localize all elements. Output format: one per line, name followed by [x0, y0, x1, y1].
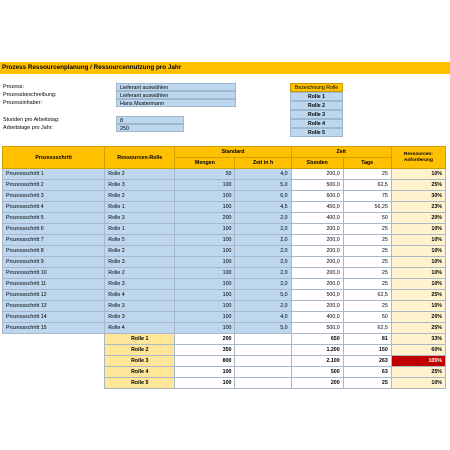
anforderung-cell: 10%	[391, 257, 445, 268]
role-cell[interactable]: Rolle 5	[105, 235, 175, 246]
summary-stunden: 200	[291, 378, 343, 389]
role-cell[interactable]: Rolle 3	[105, 180, 175, 191]
header-mengen: Mengen	[175, 158, 235, 169]
summary-anforderung: 105%	[391, 356, 445, 367]
tage-cell: 62,5	[343, 290, 391, 301]
summary-tage: 263	[343, 356, 391, 367]
table-row	[3, 290, 446, 301]
header-prozessschritt: Prozessschritt	[3, 147, 105, 169]
role-item[interactable]: Rolle 4	[290, 119, 343, 128]
summary-tage: 150	[343, 345, 391, 356]
tage-cell: 62,5	[343, 180, 391, 191]
anforderung-cell: 10%	[391, 235, 445, 246]
step-cell[interactable]: Prozessschritt 15	[3, 323, 105, 334]
anforderung-cell: 25%	[391, 290, 445, 301]
sheet-title: Prozess Ressourcenplanung / Ressourcennutzung pro Jahr	[0, 62, 450, 74]
anforderung-cell: 25%	[391, 323, 445, 334]
summary-stunden: 650	[291, 334, 343, 345]
table-row	[3, 246, 446, 257]
mengen-cell[interactable]: 100	[175, 191, 235, 202]
tage-cell: 25	[343, 301, 391, 312]
tage-field[interactable]: 250	[116, 124, 184, 132]
tage-cell: 25	[343, 279, 391, 290]
tage-label: Arbeitstage pro Jahr:	[3, 125, 54, 131]
zeit-cell[interactable]: 2,0	[235, 301, 291, 312]
anforderung-cell: 10%	[391, 169, 445, 180]
tage-cell: 25	[343, 235, 391, 246]
zeit-cell[interactable]: 2,0	[235, 224, 291, 235]
blank-cell	[3, 356, 105, 367]
blank-cell	[3, 334, 105, 345]
zeit-cell[interactable]: 2,0	[235, 257, 291, 268]
zeit-cell[interactable]: 5,0	[235, 180, 291, 191]
table-row	[3, 312, 446, 323]
tage-cell: 25	[343, 169, 391, 180]
step-cell[interactable]: Prozessschritt 10	[3, 268, 105, 279]
role-item[interactable]: Rolle 3	[290, 110, 343, 119]
stunden-label: Stunden pro Arbeitstag:	[3, 117, 60, 123]
summary-row	[3, 367, 446, 378]
role-cell[interactable]: Rolle 3	[105, 312, 175, 323]
tage-cell: 50	[343, 312, 391, 323]
anforderung-cell: 20%	[391, 213, 445, 224]
role-cell[interactable]: Rolle 3	[105, 301, 175, 312]
tage-cell: 50	[343, 213, 391, 224]
zeit-cell[interactable]: 5,0	[235, 323, 291, 334]
header-zeit-in-h: Zeit in h	[235, 158, 291, 169]
role-cell[interactable]: Rolle 2	[105, 246, 175, 257]
stunden-cell: 200,0	[291, 169, 343, 180]
step-cell[interactable]: Prozessschritt 12	[3, 290, 105, 301]
stunden-cell: 450,0	[291, 202, 343, 213]
summary-mengen: 200	[175, 334, 235, 345]
beschreibung-field[interactable]: Lieferant auswählen	[116, 91, 236, 99]
summary-role: Rolle 4	[105, 367, 175, 378]
mengen-cell[interactable]: 100	[175, 257, 235, 268]
beschreibung-label: Prozessbeschreibung:	[3, 92, 57, 98]
stunden-cell: 400,0	[291, 312, 343, 323]
role-cell[interactable]: Rolle 2	[105, 169, 175, 180]
prozess-field[interactable]: Lieferant auswählen	[116, 83, 236, 91]
anforderung-cell: 20%	[391, 312, 445, 323]
zeit-cell[interactable]: 2,0	[235, 279, 291, 290]
summary-empty	[235, 367, 291, 378]
summary-anforderung: 60%	[391, 345, 445, 356]
table-row	[3, 268, 446, 279]
step-cell[interactable]: Prozessschritt 8	[3, 246, 105, 257]
tage-cell: 56,25	[343, 202, 391, 213]
step-cell[interactable]: Prozessschritt 5	[3, 213, 105, 224]
inhaber-field[interactable]: Hans Mustermann	[116, 99, 236, 107]
stunden-field[interactable]: 8	[116, 116, 184, 124]
blank-cell	[3, 345, 105, 356]
table-row	[3, 279, 446, 290]
step-cell[interactable]: Prozessschritt 7	[3, 235, 105, 246]
inhaber-label: Prozessinhaber:	[3, 100, 42, 106]
summary-mengen: 350	[175, 345, 235, 356]
tage-cell: 25	[343, 246, 391, 257]
stunden-cell: 200,0	[291, 235, 343, 246]
mengen-cell[interactable]: 100	[175, 224, 235, 235]
step-cell[interactable]: Prozessschritt 2	[3, 180, 105, 191]
stunden-cell: 200,0	[291, 268, 343, 279]
step-cell[interactable]: Prozessschritt 14	[3, 312, 105, 323]
tage-cell: 62,5	[343, 323, 391, 334]
role-cell[interactable]: Rolle 3	[105, 257, 175, 268]
stunden-cell: 200,0	[291, 257, 343, 268]
zeit-cell[interactable]: 2,0	[235, 246, 291, 257]
anforderung-cell: 10%	[391, 279, 445, 290]
summary-tage: 63	[343, 367, 391, 378]
header-anforderung: Ressourcen-Anforderung	[391, 147, 445, 169]
table-row	[3, 213, 446, 224]
stunden-cell: 500,0	[291, 290, 343, 301]
table-row	[3, 235, 446, 246]
summary-role: Rolle 3	[105, 356, 175, 367]
mengen-cell[interactable]: 100	[175, 301, 235, 312]
summary-stunden: 1.200	[291, 345, 343, 356]
role-cell[interactable]: Rolle 2	[105, 191, 175, 202]
header-standard: Standard	[175, 147, 291, 158]
role-item[interactable]: Rolle 2	[290, 101, 343, 110]
summary-role: Rolle 5	[105, 378, 175, 389]
stunden-cell: 200,0	[291, 246, 343, 257]
step-cell[interactable]: Prozessschritt 1	[3, 169, 105, 180]
header-rolle: Ressourcen-Rolle	[105, 147, 175, 169]
table-row	[3, 257, 446, 268]
table-row	[3, 224, 446, 235]
role-item[interactable]: Rolle 5	[290, 128, 343, 137]
stunden-cell: 500,0	[291, 323, 343, 334]
anforderung-cell: 30%	[391, 191, 445, 202]
mengen-cell[interactable]: 100	[175, 202, 235, 213]
tage-cell: 25	[343, 257, 391, 268]
roles-header: Bezeichnung Rolle	[290, 83, 343, 92]
summary-tage: 81	[343, 334, 391, 345]
mengen-cell[interactable]: 100	[175, 235, 235, 246]
blank-cell	[3, 378, 105, 389]
step-cell[interactable]: Prozessschritt 11	[3, 279, 105, 290]
summary-row	[3, 345, 446, 356]
summary-empty	[235, 345, 291, 356]
table-row	[3, 180, 446, 191]
info-block	[0, 74, 450, 154]
summary-mengen: 100	[175, 367, 235, 378]
summary-stunden: 500	[291, 367, 343, 378]
stunden-cell: 400,0	[291, 213, 343, 224]
summary-role: Rolle 1	[105, 334, 175, 345]
zeit-cell[interactable]: 2,0	[235, 235, 291, 246]
resource-table	[2, 146, 446, 389]
table-row	[3, 301, 446, 312]
stunden-cell: 200,0	[291, 301, 343, 312]
tage-cell: 25	[343, 224, 391, 235]
tage-cell: 75	[343, 191, 391, 202]
anforderung-cell: 23%	[391, 202, 445, 213]
header-tage: Tage	[343, 158, 391, 169]
table-row	[3, 202, 446, 213]
step-cell[interactable]: Prozessschritt 9	[3, 257, 105, 268]
table-row	[3, 323, 446, 334]
zeit-cell[interactable]: 5,0	[235, 290, 291, 301]
mengen-cell[interactable]: 100	[175, 268, 235, 279]
header-zeit: Zeit	[291, 147, 391, 158]
anforderung-cell: 25%	[391, 180, 445, 191]
mengen-cell[interactable]: 200	[175, 213, 235, 224]
zeit-cell[interactable]: 2,0	[235, 213, 291, 224]
summary-row	[3, 356, 446, 367]
role-cell[interactable]: Rolle 1	[105, 202, 175, 213]
summary-mengen: 100	[175, 378, 235, 389]
summary-empty	[235, 334, 291, 345]
role-cell[interactable]: Rolle 4	[105, 323, 175, 334]
zeit-cell[interactable]: 6,0	[235, 191, 291, 202]
step-cell[interactable]: Prozessschritt 3	[3, 191, 105, 202]
step-cell[interactable]: Prozessschritt 6	[3, 224, 105, 235]
zeit-cell[interactable]: 4,5	[235, 202, 291, 213]
mengen-cell[interactable]: 100	[175, 312, 235, 323]
anforderung-cell: 10%	[391, 301, 445, 312]
summary-anforderung: 25%	[391, 367, 445, 378]
mengen-cell[interactable]: 50	[175, 169, 235, 180]
blank-cell	[3, 367, 105, 378]
prozess-label: Prozess:	[3, 84, 24, 90]
summary-anforderung: 33%	[391, 334, 445, 345]
stunden-cell: 600,0	[291, 191, 343, 202]
summary-tage: 25	[343, 378, 391, 389]
zeit-cell[interactable]: 2,0	[235, 268, 291, 279]
anforderung-cell: 10%	[391, 224, 445, 235]
summary-anforderung: 10%	[391, 378, 445, 389]
summary-stunden: 2.100	[291, 356, 343, 367]
mengen-cell[interactable]: 100	[175, 279, 235, 290]
step-cell[interactable]: Prozessschritt 4	[3, 202, 105, 213]
stunden-cell: 500,0	[291, 180, 343, 191]
role-cell[interactable]: Rolle 4	[105, 290, 175, 301]
anforderung-cell: 10%	[391, 268, 445, 279]
role-item[interactable]: Rolle 1	[290, 92, 343, 101]
zeit-cell[interactable]: 4,0	[235, 169, 291, 180]
mengen-cell[interactable]: 100	[175, 246, 235, 257]
table-row	[3, 169, 446, 180]
mengen-cell[interactable]: 100	[175, 290, 235, 301]
role-cell[interactable]: Rolle 3	[105, 279, 175, 290]
step-cell[interactable]: Prozessschritt 13	[3, 301, 105, 312]
spreadsheet	[0, 62, 450, 154]
zeit-cell[interactable]: 4,0	[235, 312, 291, 323]
summary-mengen: 800	[175, 356, 235, 367]
role-cell[interactable]: Rolle 3	[105, 213, 175, 224]
mengen-cell[interactable]: 100	[175, 323, 235, 334]
stunden-cell: 200,0	[291, 279, 343, 290]
anforderung-cell: 10%	[391, 246, 445, 257]
mengen-cell[interactable]: 100	[175, 180, 235, 191]
summary-row	[3, 334, 446, 345]
stunden-cell: 200,0	[291, 224, 343, 235]
role-cell[interactable]: Rolle 2	[105, 268, 175, 279]
role-cell[interactable]: Rolle 1	[105, 224, 175, 235]
summary-empty	[235, 378, 291, 389]
tage-cell: 25	[343, 268, 391, 279]
summary-role: Rolle 2	[105, 345, 175, 356]
summary-empty	[235, 356, 291, 367]
table-row	[3, 191, 446, 202]
summary-row	[3, 378, 446, 389]
header-stunden: Stunden	[291, 158, 343, 169]
